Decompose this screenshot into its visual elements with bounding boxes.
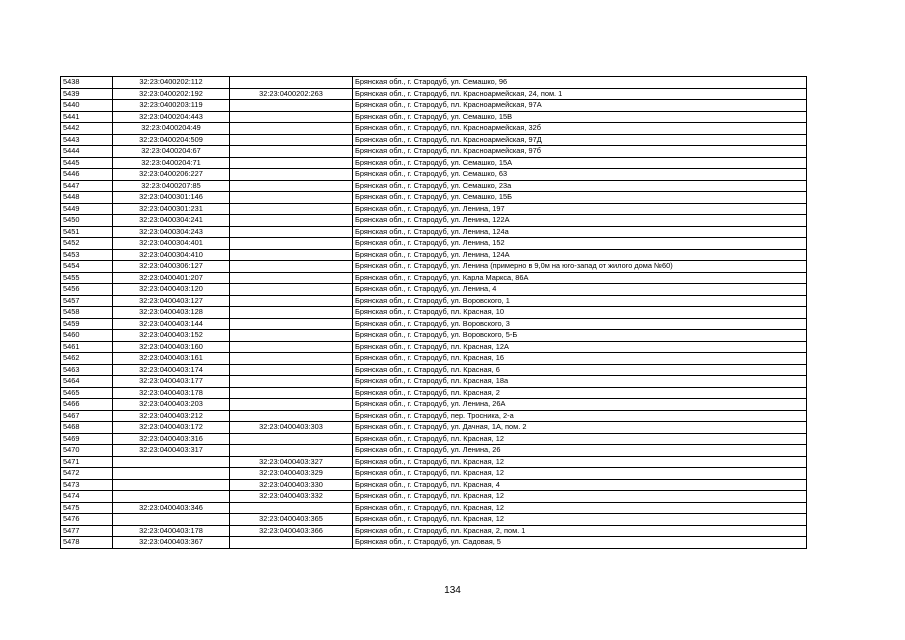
row-number-cell: 5453 — [61, 249, 113, 261]
table-row — [61, 514, 807, 526]
table-row — [61, 433, 807, 445]
linked-cadastral-number-cell — [230, 134, 353, 146]
row-number-cell: 5458 — [61, 307, 113, 319]
table-row — [61, 226, 807, 238]
cadastral-number-cell: 32:23:0400204:509 — [113, 134, 230, 146]
cadastral-number-cell: 32:23:0400401:207 — [113, 272, 230, 284]
table-row — [61, 491, 807, 503]
linked-cadastral-number-cell — [230, 203, 353, 215]
address-cell: Брянская обл., г. Стародуб, пл. Красная, 6 — [353, 364, 807, 376]
row-number-cell: 5443 — [61, 134, 113, 146]
row-number-cell: 5471 — [61, 456, 113, 468]
row-number-cell: 5451 — [61, 226, 113, 238]
linked-cadastral-number-cell — [230, 364, 353, 376]
linked-cadastral-number-cell — [230, 169, 353, 181]
table-row — [61, 318, 807, 330]
cadastral-number-cell: 32:23:0400301:146 — [113, 192, 230, 204]
row-number-cell: 5461 — [61, 341, 113, 353]
cadastral-number-cell: 32:23:0400203:119 — [113, 100, 230, 112]
row-number-cell: 5478 — [61, 537, 113, 549]
table-row — [61, 307, 807, 319]
address-cell: Брянская обл., г. Стародуб, пл. Красная, 12 — [353, 456, 807, 468]
address-cell: Брянская обл., г. Стародуб, пл. Красноармейская, 97А — [353, 100, 807, 112]
linked-cadastral-number-cell: 32:23:0400403:329 — [230, 468, 353, 480]
row-number-cell: 5472 — [61, 468, 113, 480]
address-cell: Брянская обл., г. Стародуб, ул. Садовая, 5 — [353, 537, 807, 549]
cadastral-number-cell: 32:23:0400304:241 — [113, 215, 230, 227]
address-cell: Брянская обл., г. Стародуб, пл. Красноармейская, 97Д — [353, 134, 807, 146]
linked-cadastral-number-cell: 32:23:0400403:332 — [230, 491, 353, 503]
address-cell: Брянская обл., г. Стародуб, ул. Карла Маркса, 86А — [353, 272, 807, 284]
table-row — [61, 215, 807, 227]
cadastral-number-cell: 32:23:0400304:401 — [113, 238, 230, 250]
linked-cadastral-number-cell — [230, 192, 353, 204]
table-row — [61, 364, 807, 376]
cadastral-number-cell: 32:23:0400403:346 — [113, 502, 230, 514]
cadastral-number-cell: 32:23:0400403:212 — [113, 410, 230, 422]
row-number-cell: 5475 — [61, 502, 113, 514]
table-row — [61, 111, 807, 123]
linked-cadastral-number-cell — [230, 537, 353, 549]
cadastral-number-cell: 32:23:0400403:367 — [113, 537, 230, 549]
address-cell: Брянская обл., г. Стародуб, ул. Ленина, 26А — [353, 399, 807, 411]
row-number-cell: 5467 — [61, 410, 113, 422]
cadastral-number-cell: 32:23:0400403:316 — [113, 433, 230, 445]
linked-cadastral-number-cell — [230, 123, 353, 135]
row-number-cell: 5440 — [61, 100, 113, 112]
linked-cadastral-number-cell — [230, 180, 353, 192]
table-row — [61, 157, 807, 169]
linked-cadastral-number-cell — [230, 146, 353, 158]
row-number-cell: 5477 — [61, 525, 113, 537]
address-cell: Брянская обл., г. Стародуб, ул. Ленина, 152 — [353, 238, 807, 250]
row-number-cell: 5462 — [61, 353, 113, 365]
address-cell: Брянская обл., г. Стародуб, ул. Ленина, 197 — [353, 203, 807, 215]
cadastral-number-cell — [113, 456, 230, 468]
linked-cadastral-number-cell — [230, 410, 353, 422]
address-cell: Брянская обл., г. Стародуб, ул. Семашко, 15В — [353, 111, 807, 123]
address-cell: Брянская обл., г. Стародуб, ул. Семашко, 15Б — [353, 192, 807, 204]
cadastral-number-cell: 32:23:0400403:203 — [113, 399, 230, 411]
cadastral-number-cell: 32:23:0400403:174 — [113, 364, 230, 376]
address-cell: Брянская обл., г. Стародуб, ул. Ленина, 26 — [353, 445, 807, 457]
register-table-body — [61, 77, 807, 549]
linked-cadastral-number-cell — [230, 330, 353, 342]
table-row — [61, 238, 807, 250]
address-cell: Брянская обл., г. Стародуб, ул. Воровского, 1 — [353, 295, 807, 307]
table-row — [61, 100, 807, 112]
row-number-cell: 5450 — [61, 215, 113, 227]
linked-cadastral-number-cell — [230, 387, 353, 399]
cadastral-number-cell: 32:23:0400403:160 — [113, 341, 230, 353]
row-number-cell: 5444 — [61, 146, 113, 158]
address-cell: Брянская обл., г. Стародуб, ул. Дачная, 1А, пом. 2 — [353, 422, 807, 434]
table-row — [61, 169, 807, 181]
address-cell: Брянская обл., г. Стародуб, пл. Красная, 2 — [353, 387, 807, 399]
table-row — [61, 330, 807, 342]
cadastral-number-cell: 32:23:0400403:152 — [113, 330, 230, 342]
row-number-cell: 5466 — [61, 399, 113, 411]
row-number-cell: 5473 — [61, 479, 113, 491]
table-row — [61, 525, 807, 537]
linked-cadastral-number-cell — [230, 318, 353, 330]
cadastral-number-cell: 32:23:0400403:172 — [113, 422, 230, 434]
cadastral-number-cell — [113, 514, 230, 526]
row-number-cell: 5463 — [61, 364, 113, 376]
table-row — [61, 134, 807, 146]
table-row — [61, 261, 807, 273]
table-row — [61, 249, 807, 261]
table-row — [61, 479, 807, 491]
address-cell: Брянская обл., г. Стародуб, ул. Семашко, 96 — [353, 77, 807, 89]
address-cell: Брянская обл., г. Стародуб, пл. Красноармейская, 24, пом. 1 — [353, 88, 807, 100]
linked-cadastral-number-cell — [230, 284, 353, 296]
row-number-cell: 5452 — [61, 238, 113, 250]
linked-cadastral-number-cell — [230, 157, 353, 169]
table-row — [61, 295, 807, 307]
row-number-cell: 5446 — [61, 169, 113, 181]
cadastral-number-cell: 32:23:0400202:112 — [113, 77, 230, 89]
linked-cadastral-number-cell — [230, 238, 353, 250]
linked-cadastral-number-cell — [230, 261, 353, 273]
cadastral-number-cell: 32:23:0400403:127 — [113, 295, 230, 307]
table-row — [61, 192, 807, 204]
row-number-cell: 5459 — [61, 318, 113, 330]
cadastral-number-cell: 32:23:0400204:443 — [113, 111, 230, 123]
address-cell: Брянская обл., г. Стародуб, ул. Ленина, 124А — [353, 249, 807, 261]
row-number-cell: 5476 — [61, 514, 113, 526]
address-cell: Брянская обл., г. Стародуб, ул. Воровского, 3 — [353, 318, 807, 330]
cadastral-number-cell: 32:23:0400306:127 — [113, 261, 230, 273]
table-row — [61, 376, 807, 388]
cadastral-number-cell: 32:23:0400204:49 — [113, 123, 230, 135]
address-cell: Брянская обл., г. Стародуб, ул. Ленина, 122А — [353, 215, 807, 227]
linked-cadastral-number-cell — [230, 77, 353, 89]
cadastral-number-cell — [113, 468, 230, 480]
linked-cadastral-number-cell: 32:23:0400403:366 — [230, 525, 353, 537]
cadastral-number-cell: 32:23:0400202:192 — [113, 88, 230, 100]
linked-cadastral-number-cell: 32:23:0400403:365 — [230, 514, 353, 526]
row-number-cell: 5457 — [61, 295, 113, 307]
address-cell: Брянская обл., г. Стародуб, ул. Семашко, 63 — [353, 169, 807, 181]
cadastral-number-cell: 32:23:0400206:227 — [113, 169, 230, 181]
address-cell: Брянская обл., г. Стародуб, пл. Красная, 10 — [353, 307, 807, 319]
address-cell: Брянская обл., г. Стародуб, пл. Красная, 12 — [353, 502, 807, 514]
table-row — [61, 399, 807, 411]
table-row — [61, 387, 807, 399]
cadastral-number-cell: 32:23:0400403:161 — [113, 353, 230, 365]
row-number-cell: 5449 — [61, 203, 113, 215]
linked-cadastral-number-cell — [230, 341, 353, 353]
address-cell: Брянская обл., г. Стародуб, пл. Красноармейская, 97б — [353, 146, 807, 158]
address-cell: Брянская обл., г. Стародуб, ул. Воровского, 5-Б — [353, 330, 807, 342]
cadastral-number-cell: 32:23:0400204:67 — [113, 146, 230, 158]
table-row — [61, 410, 807, 422]
row-number-cell: 5470 — [61, 445, 113, 457]
linked-cadastral-number-cell — [230, 307, 353, 319]
table-row — [61, 77, 807, 89]
address-cell: Брянская обл., г. Стародуб, пл. Красная, 4 — [353, 479, 807, 491]
linked-cadastral-number-cell — [230, 111, 353, 123]
table-row — [61, 180, 807, 192]
cadastral-number-cell: 32:23:0400403:178 — [113, 387, 230, 399]
address-cell: Брянская обл., г. Стародуб, пл. Красная, 12 — [353, 468, 807, 480]
linked-cadastral-number-cell — [230, 433, 353, 445]
page-number: 134 — [444, 585, 461, 596]
linked-cadastral-number-cell — [230, 249, 353, 261]
cadastral-number-cell: 32:23:0400204:71 — [113, 157, 230, 169]
table-row — [61, 88, 807, 100]
linked-cadastral-number-cell — [230, 353, 353, 365]
linked-cadastral-number-cell: 32:23:0400403:327 — [230, 456, 353, 468]
row-number-cell: 5448 — [61, 192, 113, 204]
table-row — [61, 456, 807, 468]
address-cell: Брянская обл., г. Стародуб, пл. Красная, 16 — [353, 353, 807, 365]
table-row — [61, 272, 807, 284]
row-number-cell: 5455 — [61, 272, 113, 284]
cadastral-number-cell — [113, 491, 230, 503]
address-cell: Брянская обл., г. Стародуб, пл. Красная, 12 — [353, 491, 807, 503]
row-number-cell: 5447 — [61, 180, 113, 192]
table-row — [61, 537, 807, 549]
linked-cadastral-number-cell — [230, 100, 353, 112]
linked-cadastral-number-cell: 32:23:0400202:263 — [230, 88, 353, 100]
table-row — [61, 468, 807, 480]
cadastral-register-table — [60, 76, 807, 549]
linked-cadastral-number-cell — [230, 445, 353, 457]
row-number-cell: 5454 — [61, 261, 113, 273]
table-row — [61, 422, 807, 434]
cadastral-number-cell: 32:23:0400301:231 — [113, 203, 230, 215]
table-row — [61, 445, 807, 457]
table-row — [61, 502, 807, 514]
row-number-cell: 5469 — [61, 433, 113, 445]
table-row — [61, 146, 807, 158]
cadastral-number-cell: 32:23:0400403:177 — [113, 376, 230, 388]
linked-cadastral-number-cell — [230, 502, 353, 514]
row-number-cell: 5445 — [61, 157, 113, 169]
cadastral-number-cell: 32:23:0400403:317 — [113, 445, 230, 457]
row-number-cell: 5464 — [61, 376, 113, 388]
linked-cadastral-number-cell — [230, 399, 353, 411]
linked-cadastral-number-cell — [230, 295, 353, 307]
cadastral-number-cell: 32:23:0400304:243 — [113, 226, 230, 238]
address-cell: Брянская обл., г. Стародуб, ул. Семашко, 23а — [353, 180, 807, 192]
row-number-cell: 5465 — [61, 387, 113, 399]
table-row — [61, 123, 807, 135]
address-cell: Брянская обл., г. Стародуб, ул. Ленина (примерно в 9,0м на юго-запад от жилого дома №60) — [353, 261, 807, 273]
cadastral-number-cell: 32:23:0400304:410 — [113, 249, 230, 261]
address-cell: Брянская обл., г. Стародуб, ул. Ленина, 124а — [353, 226, 807, 238]
cadastral-number-cell: 32:23:0400403:128 — [113, 307, 230, 319]
row-number-cell: 5442 — [61, 123, 113, 135]
address-cell: Брянская обл., г. Стародуб, ул. Семашко, 15А — [353, 157, 807, 169]
cadastral-number-cell — [113, 479, 230, 491]
address-cell: Брянская обл., г. Стародуб, ул. Ленина, 4 — [353, 284, 807, 296]
row-number-cell: 5460 — [61, 330, 113, 342]
linked-cadastral-number-cell — [230, 226, 353, 238]
linked-cadastral-number-cell — [230, 272, 353, 284]
address-cell: Брянская обл., г. Стародуб, пл. Красная, 12А — [353, 341, 807, 353]
cadastral-number-cell: 32:23:0400403:120 — [113, 284, 230, 296]
linked-cadastral-number-cell — [230, 376, 353, 388]
table-row — [61, 341, 807, 353]
row-number-cell: 5441 — [61, 111, 113, 123]
cadastral-number-cell: 32:23:0400403:178 — [113, 525, 230, 537]
row-number-cell: 5468 — [61, 422, 113, 434]
row-number-cell: 5438 — [61, 77, 113, 89]
address-cell: Брянская обл., г. Стародуб, пл. Красная, 12 — [353, 433, 807, 445]
address-cell: Брянская обл., г. Стародуб, пл. Красная, 12 — [353, 514, 807, 526]
row-number-cell: 5456 — [61, 284, 113, 296]
address-cell: Брянская обл., г. Стародуб, пл. Красная, 2, пом. 1 — [353, 525, 807, 537]
address-cell: Брянская обл., г. Стародуб, пл. Красная, 18а — [353, 376, 807, 388]
linked-cadastral-number-cell — [230, 215, 353, 227]
linked-cadastral-number-cell: 32:23:0400403:303 — [230, 422, 353, 434]
row-number-cell: 5474 — [61, 491, 113, 503]
address-cell: Брянская обл., г. Стародуб, пер. Тросника, 2-а — [353, 410, 807, 422]
table-row — [61, 284, 807, 296]
address-cell: Брянская обл., г. Стародуб, пл. Красноармейская, 32б — [353, 123, 807, 135]
table-row — [61, 203, 807, 215]
table-row — [61, 353, 807, 365]
cadastral-number-cell: 32:23:0400207:85 — [113, 180, 230, 192]
row-number-cell: 5439 — [61, 88, 113, 100]
cadastral-number-cell: 32:23:0400403:144 — [113, 318, 230, 330]
linked-cadastral-number-cell: 32:23:0400403:330 — [230, 479, 353, 491]
